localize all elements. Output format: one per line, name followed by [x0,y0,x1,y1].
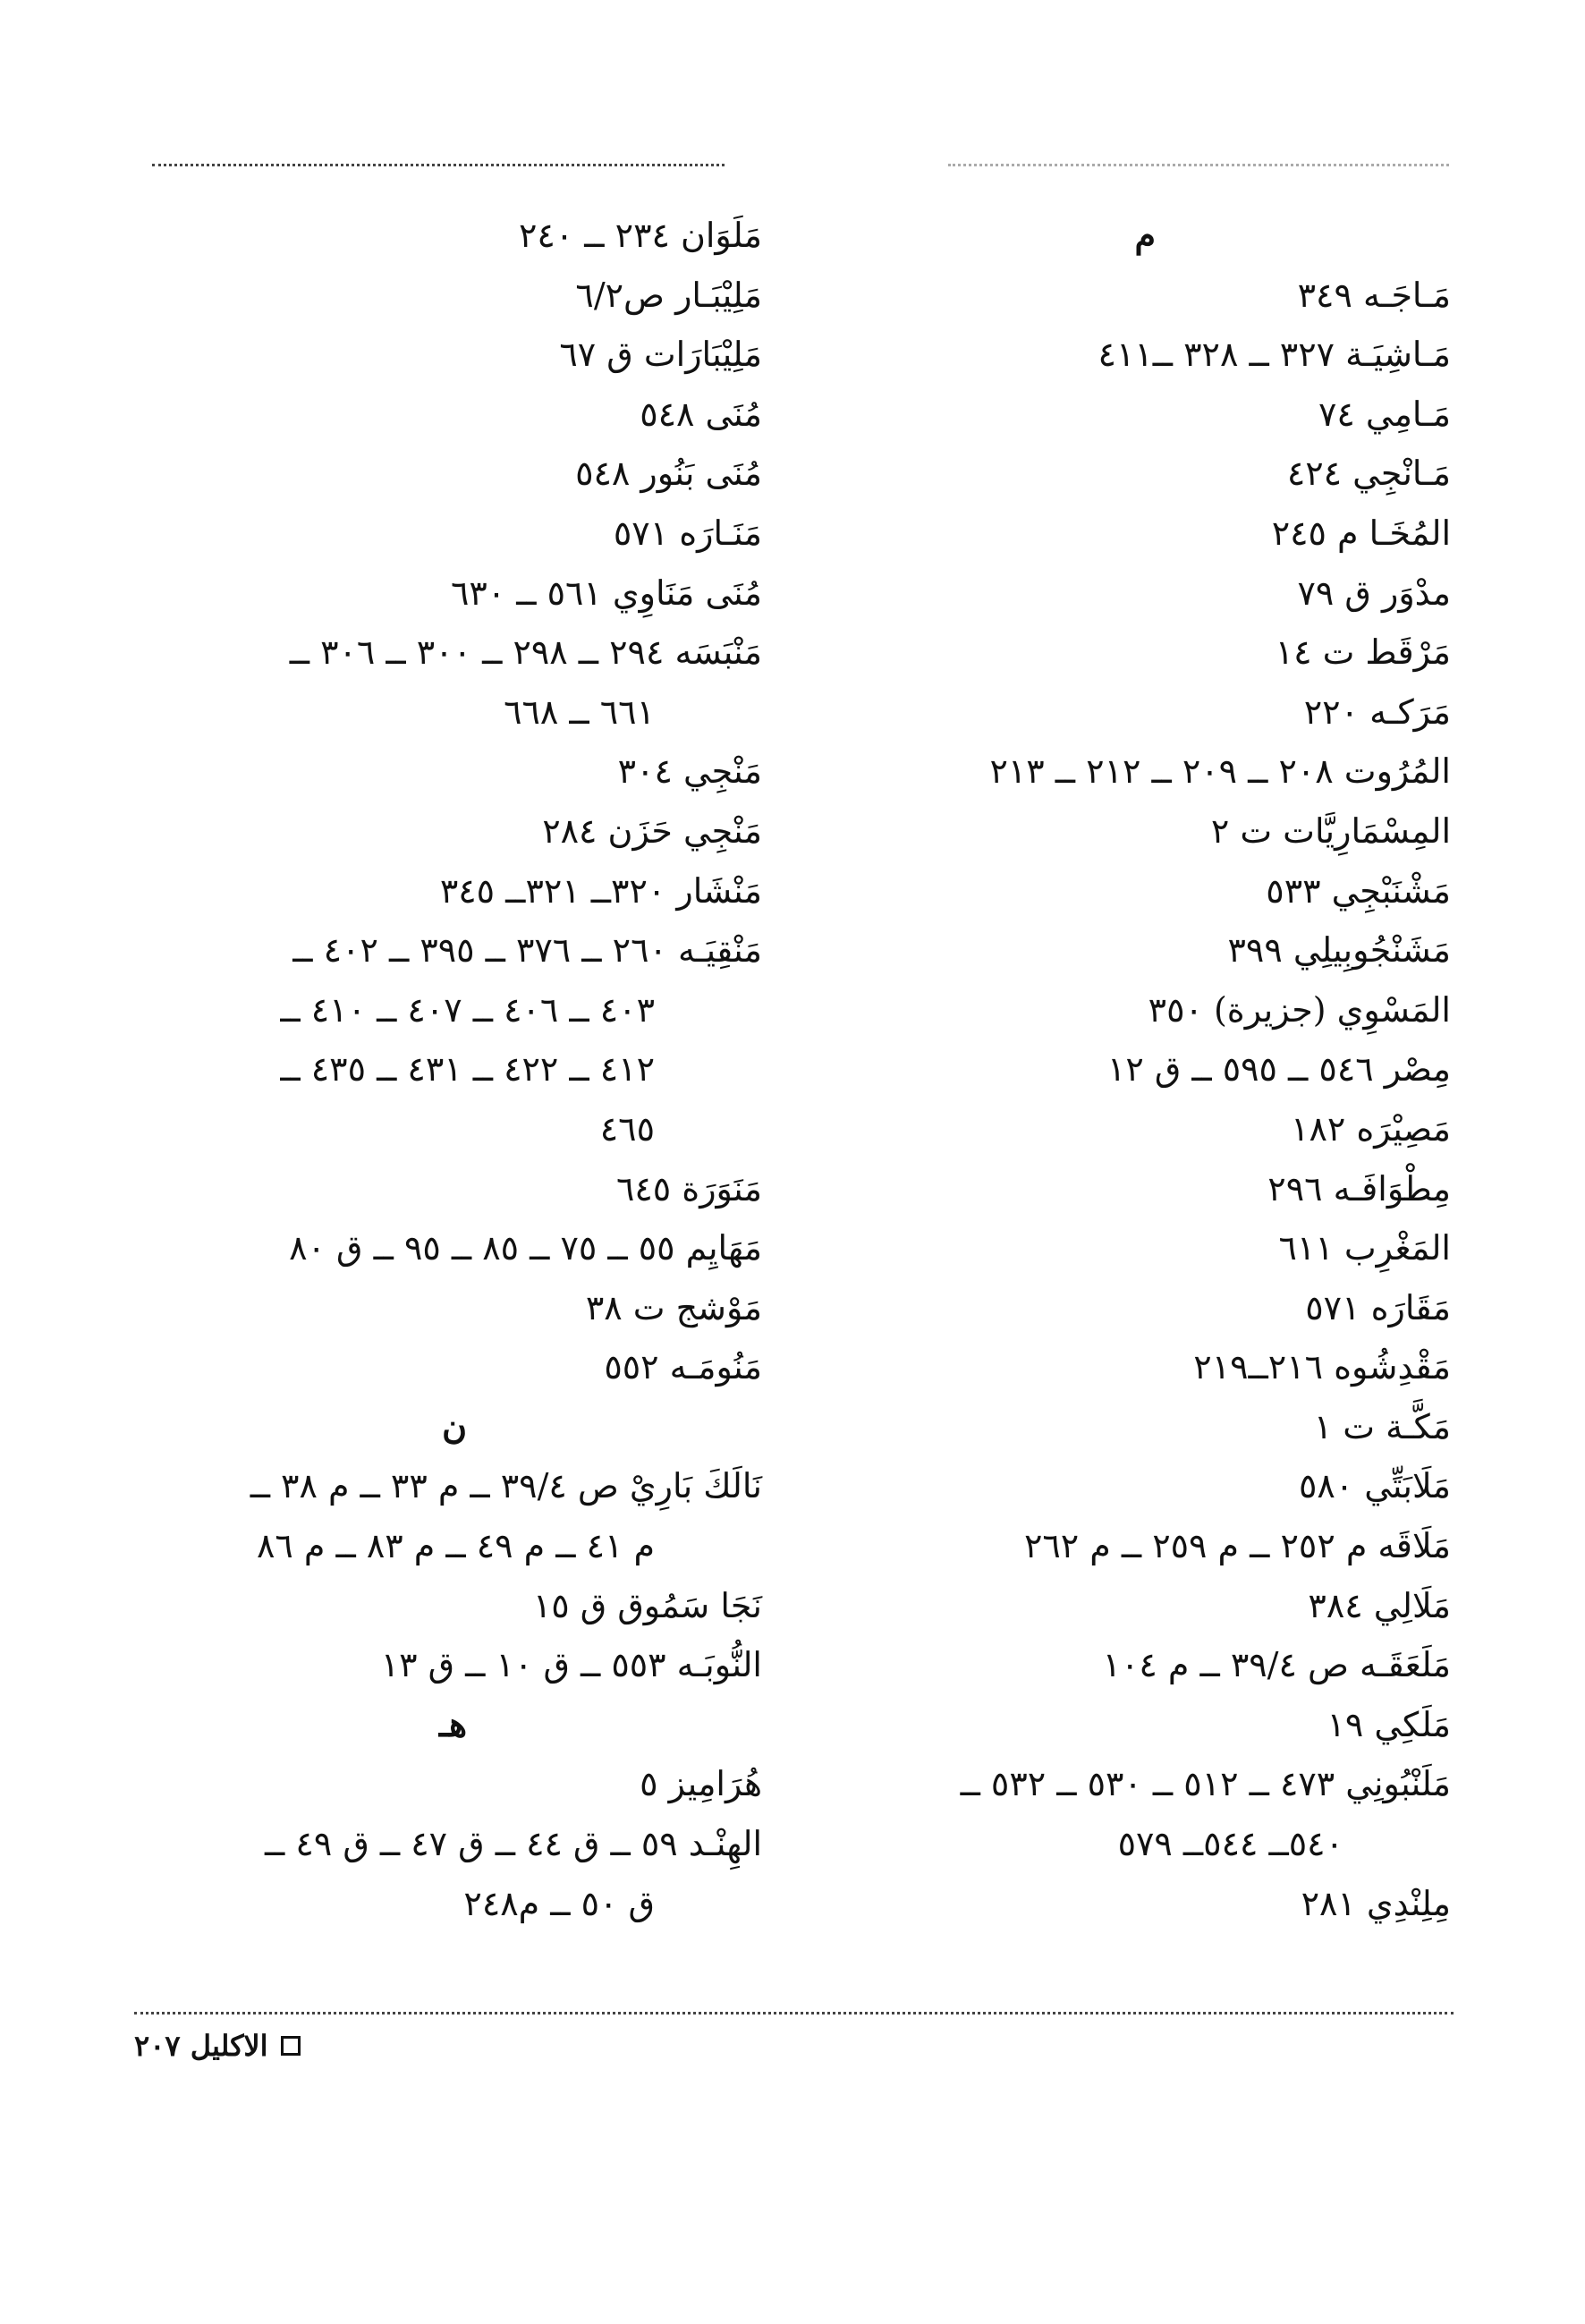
index-entry: مَنْبَسَه ٢٩٤ ــ ٢٩٨ ــ ٣٠٠ ــ ٣٠٦ ــ [289,632,762,673]
index-entry-continuation: ٤٦٥ [599,1108,655,1149]
index-entry: مَلَاقَه م ٢٥٢ ــ م ٢٥٩ ــ م ٢٦٢ [1023,1526,1451,1566]
index-entry: مَنْشَار ٣٢٠ــ ٣٢١ــ ٣٤٥ [439,870,762,911]
top-dotted-rule-left [152,164,725,166]
bottom-dotted-rule [134,2012,1454,2014]
index-entry: مِلِنْدِي ٢٨١ [1301,1883,1451,1923]
section-letter-nun: ن [442,1405,467,1446]
index-entry: المِسْمَارِيَّات ت ٢ [1210,810,1451,851]
index-entry: مَـامِي ٧٤ [1318,394,1451,434]
index-entry: المُخَـا م ٢٤٥ [1271,513,1451,553]
index-entry: مَرَكـه ٢٢٠ [1303,691,1451,732]
index-column-left [118,206,762,1933]
index-entry: مَلَوَان ٢٣٤ ــ ٢٤٠ [518,216,762,255]
index-entry: مَشْنَبْجِي ٥٣٣ [1266,870,1451,911]
index-entry: مَصِيْرَه ١٨٢ [1291,1108,1451,1149]
index-entry: الهِنْـد ٥٩ ــ ق ٤٤ ــ ق ٤٧ ــ ق ٤٩ ــ [265,1824,762,1864]
index-entry: مَـانْجِي ٤٢٤ [1286,454,1451,494]
index-entry: مَنَوَرَة ٦٤٥ [615,1168,762,1209]
index-entry: مَنْقِيَـه ٢٦٠ ــ ٣٧٦ ــ ٣٩٥ ــ ٤٠٢ ــ [292,930,762,971]
index-entry-continuation: ٥٤٠ــ ٥٤٤ــ ٥٧٩ [1117,1824,1343,1864]
index-entry-continuation: ق ٥٠ ــ م٢٤٨ [463,1883,655,1923]
index-entry: هُرَامِيز ٥ [640,1764,762,1804]
index-entry: مَلِيْبَـار ص٦/٢ [575,275,762,315]
index-entry: مُنَى ٥٤٨ [640,394,762,434]
index-entry: مَرْقَط ت ١٤ [1275,632,1451,673]
index-entry: مَهَايِم ٥٥ ــ ٧٥ ــ ٨٥ ــ ٩٥ ــ ق ٨٠ [289,1228,762,1268]
index-entry: مَلَنْبُونِي ٤٧٣ ــ ٥١٢ ــ ٥٣٠ ــ ٥٣٢ ــ [960,1764,1451,1804]
index-entry: مَنْجِي حَزَن ٢٨٤ [542,810,762,851]
index-entry: مِصْر ٥٤٦ ــ ٥٩٥ ــ ق ١٢ [1106,1049,1451,1090]
index-entry: النُّوبَـه ٥٥٣ ــ ق ١٠ ــ ق ١٣ [380,1645,762,1685]
index-entry: المُرُوت ٢٠٨ ــ ٢٠٩ ــ ٢١٢ ــ ٢١٣ [989,751,1451,792]
index-entry: مَلِيْبَارَات ق ٦٧ [559,335,762,375]
index-entry-continuation: ٤١٢ ــ ٤٢٢ ــ ٤٣١ ــ ٤٣٥ ــ [280,1049,655,1090]
index-entry: مَكَّـة ت ١ [1313,1406,1451,1446]
page-footer [134,2029,301,2063]
index-entry: المَسْوِي (جزيرة) ٣٥٠ [1148,989,1451,1030]
index-entry: مَقَارَه ٥٧١ [1305,1287,1451,1327]
index-entry: نَالَكَ بَارِيْ ص ٣٩/٤ ــ م ٣٣ ــ م ٣٨ ــ [250,1466,762,1506]
index-entry: مُنَى بَنُور ٥٤٨ [575,454,762,494]
index-entry: مَنْجِي ٣٠٤ [617,751,762,792]
top-dotted-rule-right [948,164,1449,166]
index-entry: المَغْرِب ٦١١ [1278,1228,1451,1268]
index-entry: مِطْوَافَـه ٢٩٦ [1267,1168,1451,1209]
section-letter-ha: هـ [438,1703,467,1744]
index-entry: مَـاشِيَـة ٣٢٧ ــ ٣٢٨ ــ٤١١ [1098,335,1451,375]
section-letter-mim: م [1134,215,1156,255]
index-entry: مَلَكِي ١٩ [1326,1704,1451,1744]
index-entry: مَلَعَقَـه ص ٣٩/٤ ــ م ١٠٤ [1102,1645,1451,1685]
index-entry: مَـاجَـه ٣٤٩ [1297,275,1451,315]
index-entry-continuation: ٦٦١ ــ ٦٦٨ [504,691,655,732]
index-entry: مُنَى مَنَاوِي ٥٦١ ــ ٦٣٠ [450,573,762,613]
index-entry: مَشَنْجُوبِيلِي ٣٩٩ [1227,930,1451,971]
index-column-right [807,206,1451,1933]
index-entry: نَجَا سَمُوق ق ١٥ [532,1585,762,1625]
index-entry: مَلَابَتِّي ٥٨٠ [1298,1466,1451,1506]
index-entry: مدْوَر ق ٧٩ [1297,573,1451,613]
index-entry-continuation: م ٤١ ــ م ٤٩ ــ م ٨٣ ــ م ٨٦ [256,1526,655,1566]
index-entry: مَلَالِي ٣٨٤ [1308,1585,1451,1625]
index-entry-continuation: ٤٠٣ ــ ٤٠٦ ــ ٤٠٧ ــ ٤١٠ ــ [280,989,655,1030]
footer-title-page-number: الاكليل ٢٠٧ [134,2029,268,2063]
footer-square-icon [281,2036,301,2056]
index-entry: مَنُومَـه ٥٥٢ [604,1347,762,1387]
index-entry: مَوْشج ت ٣٨ [585,1287,762,1327]
index-entry: مَنَـارَه ٥٧١ [613,513,762,553]
index-entry: مَقْدِشُوه ٢١٦ــ٢١٩ [1193,1347,1451,1387]
